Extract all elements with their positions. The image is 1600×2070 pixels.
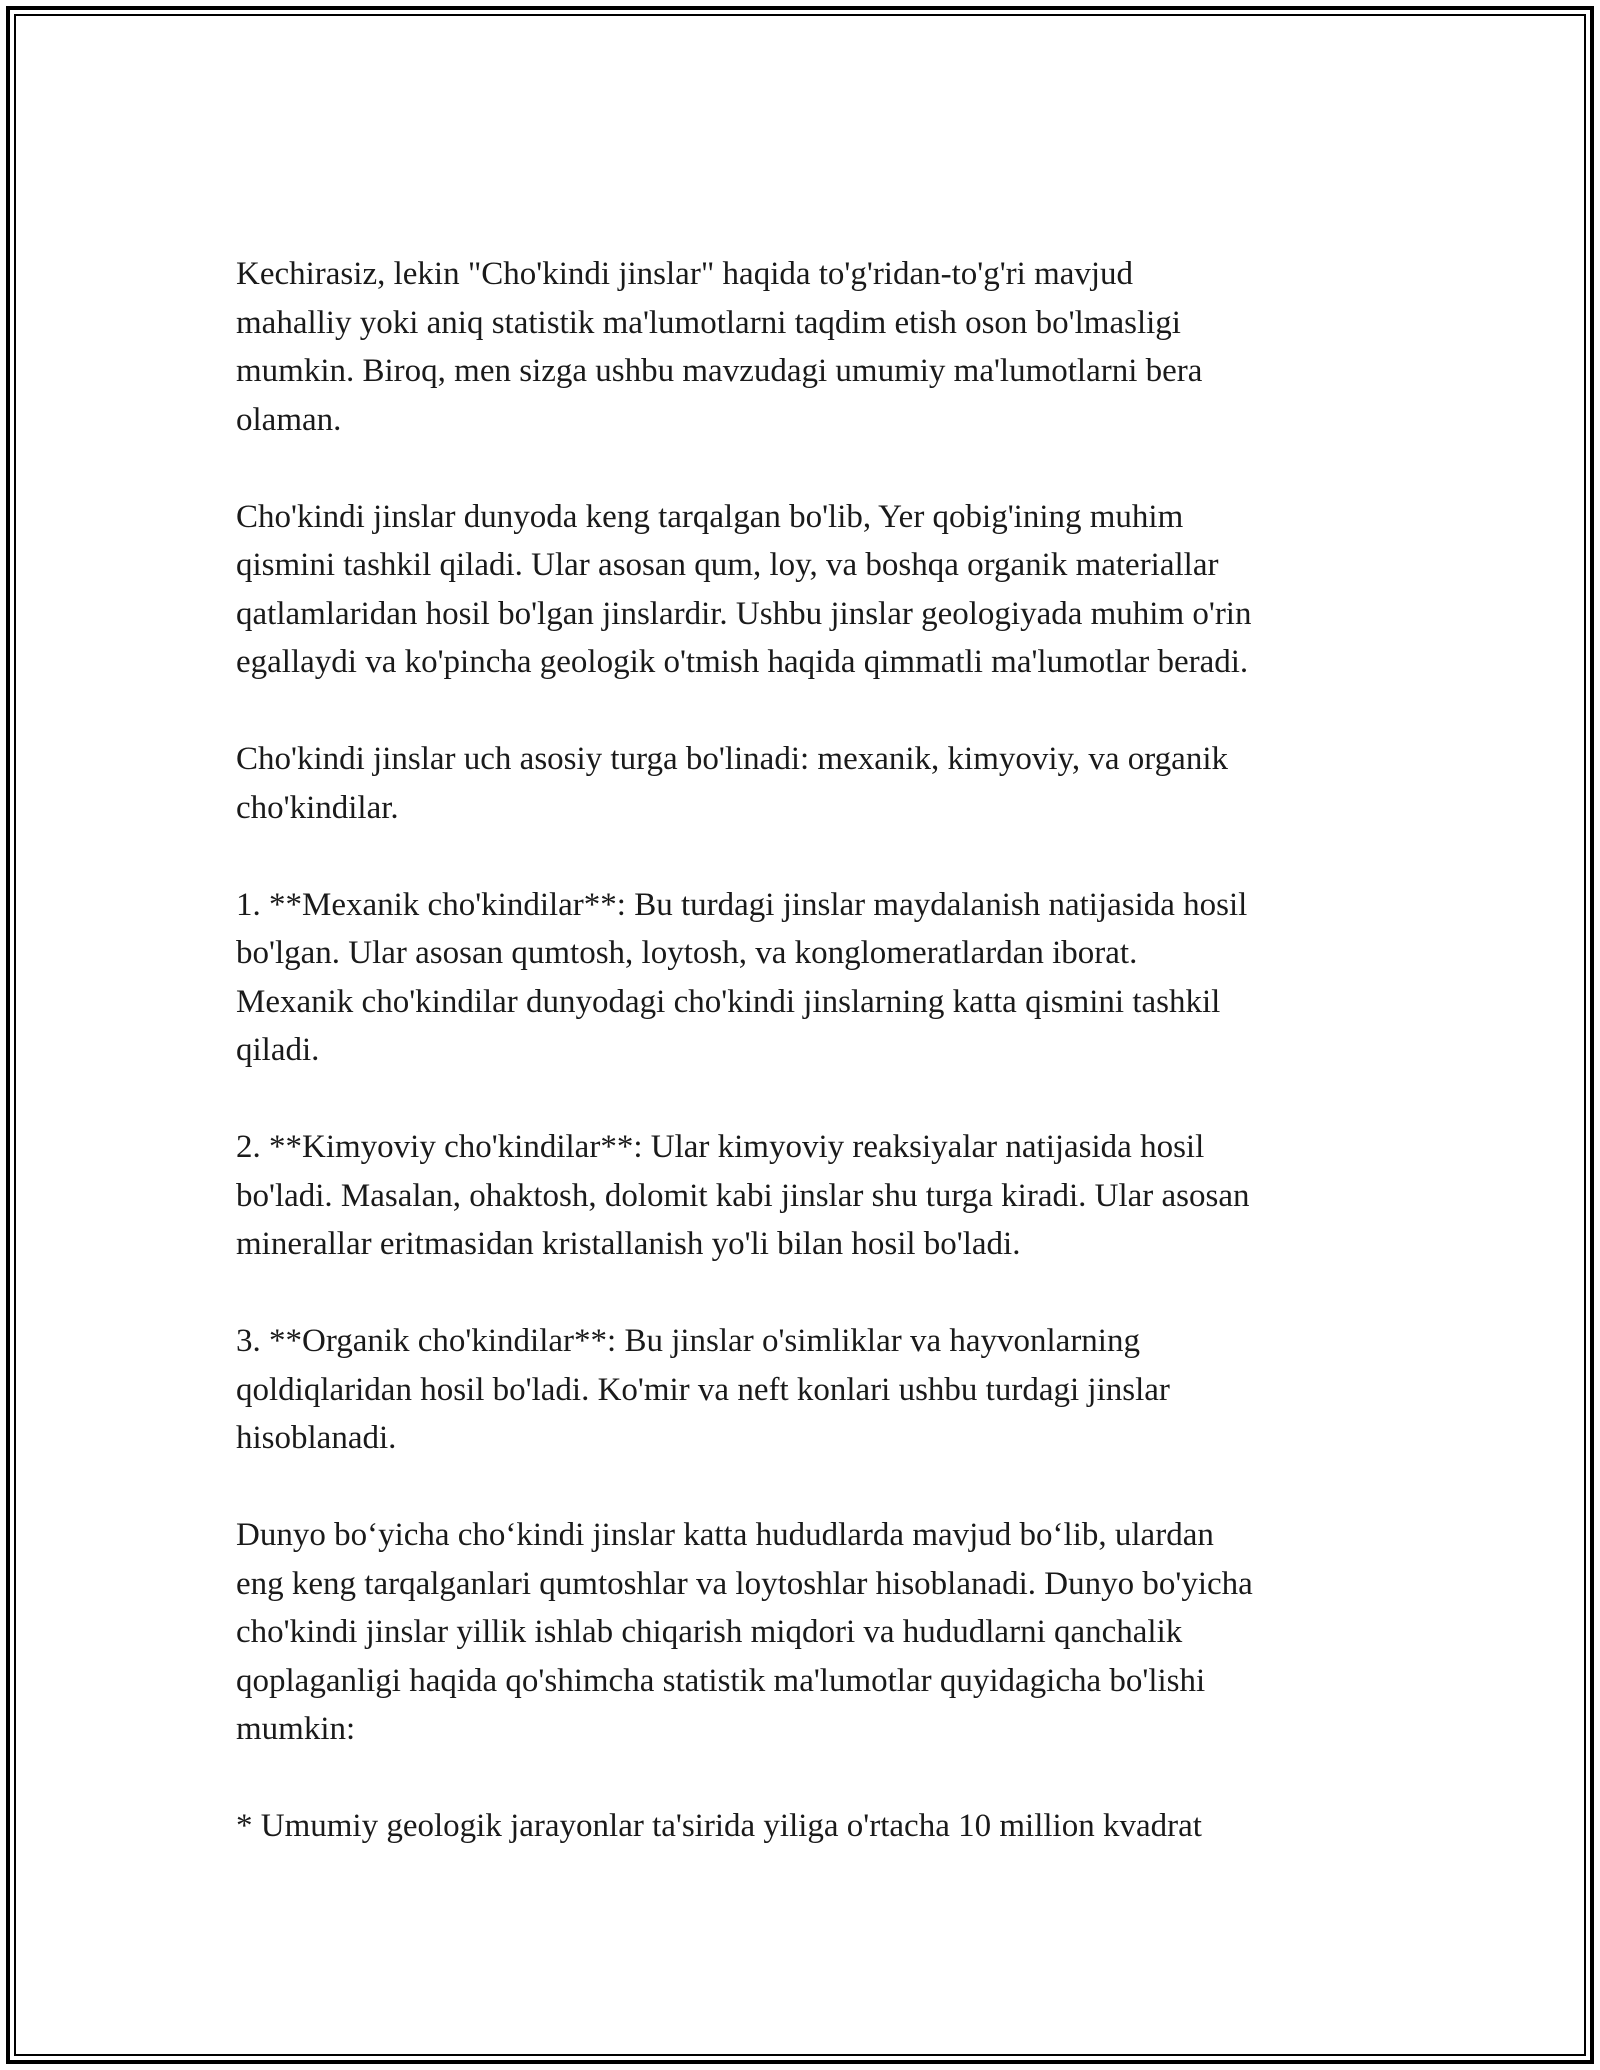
document-body bbox=[236, 250, 1386, 1851]
list-item-chemical: 2. **Kimyoviy cho'kindilar**: Ular kimyoviy reaksiyalar natijasida hosil bo'ladi. Masalan, ohaktosh, dolomit kabi jinslar shu turga kiradi. Ular asosan minerallar eritmasidan kristallanish yo'li bilan hosil bo'ladi. bbox=[236, 1129, 1250, 1262]
overview-paragraph: Cho'kindi jinslar dunyoda keng tarqalgan bo'lib, Yer qobig'ining muhim qismini tashkil qiladi. Ular asosan qum, loy, va boshqa organik materiallar qatlamlaridan hosil bo'lgan jinslardir. Ushbu jinslar geologiyada muhim o'rin egallaydi va ko'pincha geologik o'tmish haqida qimmatli ma'lumotlar beradi. bbox=[236, 498, 1252, 680]
distribution-paragraph: Dunyo bo‘yicha cho‘kindi jinslar katta hududlarda mavjud bo‘lib, ulardan eng keng tarqalganlari qumtoshlar va loytoshlar hisoblanadi. Dunyo bo'yicha cho'kindi jinslar yillik ishlab chiqarish miqdori va hududlarni qanchalik qoplaganligi haqida qo'shimcha statistik ma'lumotlar quyidagicha bo'lishi mumkin: bbox=[236, 1517, 1253, 1747]
types-paragraph: Cho'kindi jinslar uch asosiy turga bo'linadi: mexanik, kimyoviy, va organik cho'kindilar. bbox=[236, 741, 1228, 826]
bullet-item: * Umumiy geologik jarayonlar ta'sirida yiliga o'rtacha 10 million kvadrat bbox=[236, 1808, 1202, 1844]
intro-paragraph: Kechirasiz, lekin "Cho'kindi jinslar" haqida to'g'ridan-to'g'ri mavjud mahalliy yoki aniq statistik ma'lumotlarni taqdim etish oson bo'lmasligi mumkin. Biroq, men sizga ushbu mavzudagi umumiy ma'lumotlarni bera olaman. bbox=[236, 256, 1203, 438]
list-item-mechanical: 1. **Mexanik cho'kindilar**: Bu turdagi jinslar maydalanish natijasida hosil bo'lgan. Ular asosan qumtosh, loytosh, va konglomeratlardan iborat. Mexanik cho'kindilar dunyodagi cho'kindi jinslarning katta qismini tashkil qiladi. bbox=[236, 886, 1248, 1068]
list-item-organic: 3. **Organik cho'kindilar**: Bu jinslar o'simliklar va hayvonlarning qoldiqlaridan hosil bo'ladi. Ko'mir va neft konlari ushbu turdagi jinslar hisoblanadi. bbox=[236, 1323, 1170, 1456]
